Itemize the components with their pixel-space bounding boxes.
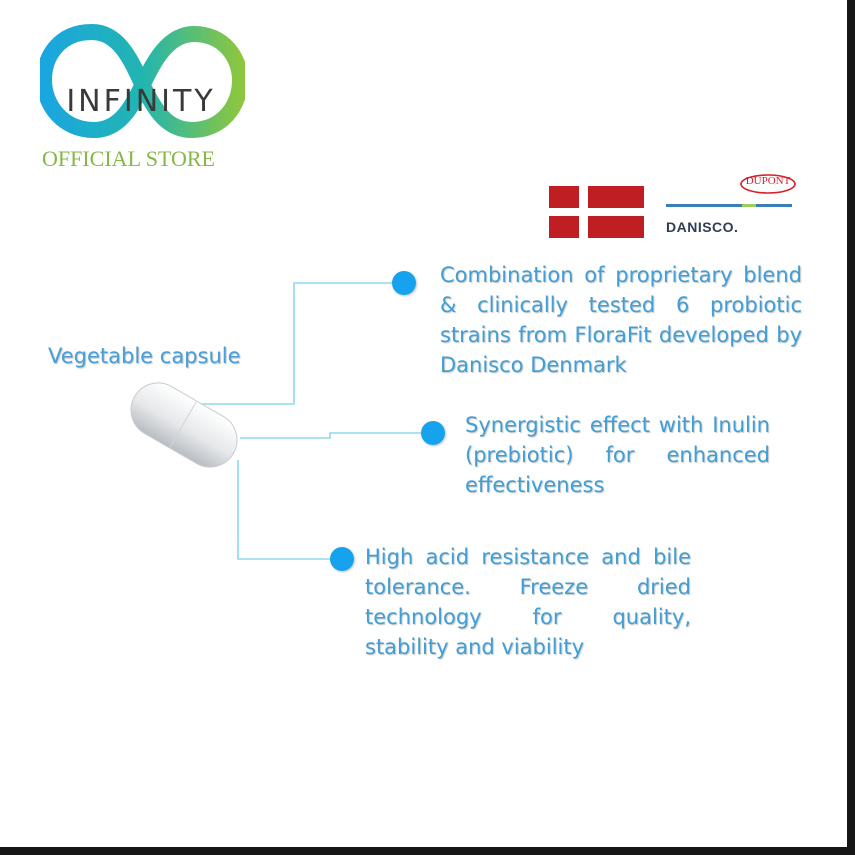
- callout-text-2: Synergistic effect with Inulin (prebiotic) for enhanced effectiveness: [465, 413, 770, 497]
- callout-text-3: High acid resistance and bile tolerance. Freeze dried technology for quality, stability and viability: [365, 545, 691, 659]
- callout-dot-2: [421, 421, 445, 445]
- danisco-logo-text: DANISCO.: [666, 219, 739, 235]
- official-store-label: OFFICIAL STORE: [42, 146, 215, 171]
- frame-edge-bottom: [0, 847, 855, 855]
- capsule-label: Vegetable capsule: [48, 344, 241, 368]
- frame-edge-right: [847, 0, 855, 855]
- connector-line-2: [240, 433, 432, 438]
- callout-text-1: Combination of proprietary blend & clinically tested 6 probiotic strains from FloraFit developed by Danisco Denmark: [440, 263, 802, 377]
- brand-wordmark: INFINITY: [66, 84, 216, 119]
- callout-dot-3: [330, 547, 354, 571]
- dupont-logo-text: DUPONT: [745, 175, 791, 187]
- callout-dot-1: [392, 271, 416, 295]
- capsule-icon: [121, 373, 247, 477]
- connector-line-3: [238, 460, 342, 559]
